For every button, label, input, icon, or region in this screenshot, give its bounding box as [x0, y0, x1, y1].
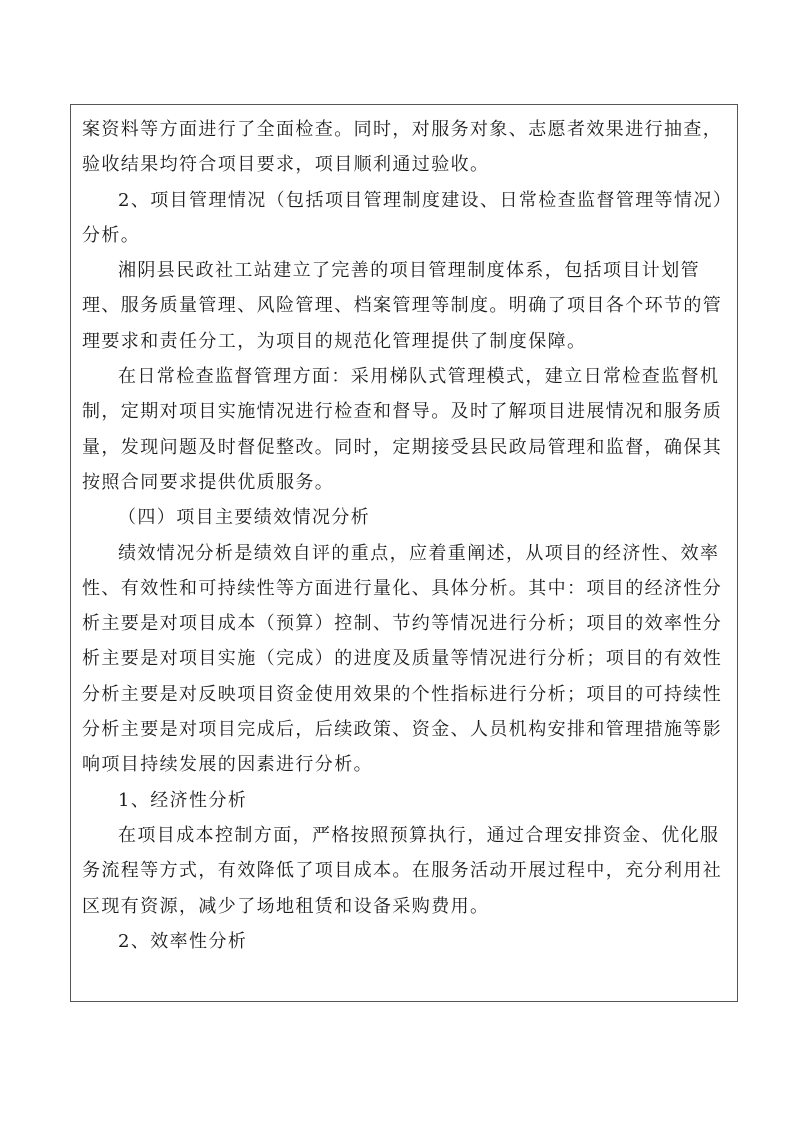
paragraph-performance-overview: 绩效情况分析是绩效自评的重点，应着重阐述，从项目的经济性、效率性、有效性和可持续性等方面进行量化、具体分析。其中：项目的经济性分析主要是对项目成本（预算）控制、节约等情况进行分析；项目的效率性分析主要是对项目实施（完成）的进度及质量等情况进行分析；项目的有效性分析主要是对反映项目资金使用效果的个性指标进行分析；项目的可持续性分析主要是对项目完成后，后续政策、资金、人员机构安排和管理措施等影响项目持续发展的因素进行分析。 — [82, 542, 723, 776]
paragraph-management-system: 湘阴县民政社工站建立了完善的项目管理制度体系，包括项目计划管理、服务质量管理、风险管理、档案管理等制度。明确了项目各个环节的管理要求和责任分工，为项目的规范化管理提供了制度保障。 — [82, 260, 723, 352]
heading-project-management: 2、项目管理情况（包括项目管理制度建设、日常检查监督管理等情况）分析。 — [82, 189, 724, 246]
document-body — [82, 112, 728, 959]
heading-performance-analysis: （四）项目主要绩效情况分析 — [118, 507, 371, 529]
heading-economy-analysis: 1、经济性分析 — [118, 789, 248, 811]
paragraph-daily-supervision: 在日常检查监督管理方面：采用梯队式管理模式，建立日常检查监督机制，定期对项目实施情况进行检查和督导。及时了解项目进展情况和服务质量，发现问题及时督促整改。同时，定期接受县民政局管理和监督，确保其按照合同要求提供优质服务。 — [82, 366, 723, 493]
paragraph-acceptance: 案资料等方面进行了全面检查。同时，对服务对象、志愿者效果进行抽查，验收结果均符合项目要求，项目顺利通过验收。 — [82, 119, 723, 176]
paragraph-cost-control: 在项目成本控制方面，严格按照预算执行，通过合理安排资金、优化服务流程等方式，有效降低了项目成本。在服务活动开展过程中，充分利用社区现有资源，减少了场地租赁和设备采购费用。 — [82, 824, 723, 917]
heading-efficiency-analysis: 2、效率性分析 — [118, 930, 248, 952]
